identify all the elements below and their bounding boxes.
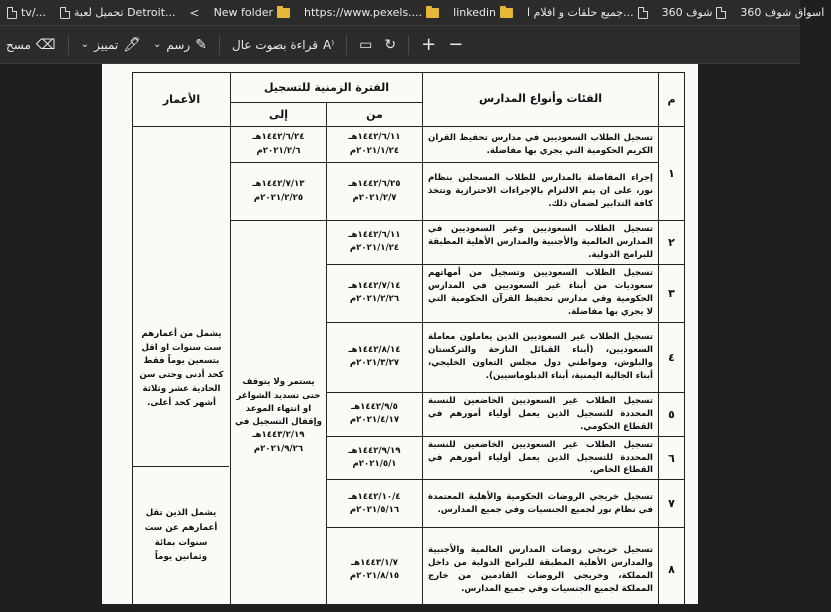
bookmark-markets[interactable]: اسواق شوف 360 bbox=[740, 6, 825, 19]
row-number: ٦ bbox=[659, 436, 685, 480]
row-number: ٥ bbox=[659, 392, 685, 436]
row-category: تسجيل خريجي الروضات الحكومية والأهلية المعتمدة في نظام نور لجميع الجنسيات وفي جميع المدارس. bbox=[423, 480, 659, 528]
toolbar-divider bbox=[408, 35, 409, 55]
pdf-page bbox=[102, 64, 698, 604]
bookmark-tv[interactable]: tv/... bbox=[0, 0, 53, 26]
document-viewport[interactable] bbox=[0, 64, 800, 600]
chevron-down-icon: ⌄ bbox=[80, 39, 90, 50]
row-number: ١ bbox=[659, 127, 685, 221]
row-number: ٣ bbox=[659, 264, 685, 322]
row-number: ٧ bbox=[659, 480, 685, 528]
row-from-date: ١٤٤٢/٩/٥هـ ٢٠٢١/٤/١٧م bbox=[327, 392, 423, 436]
bookmarks-bar bbox=[0, 0, 825, 26]
row-category: تسجيل الطلاب السعوديين في مدارس تحفيظ القران الكريم الحكومية التي يجري بها مفاضلة. bbox=[423, 127, 659, 163]
toolbar-divider bbox=[219, 35, 220, 55]
fit-page-icon: ▭ bbox=[359, 36, 373, 53]
minus-icon: − bbox=[448, 34, 464, 55]
highlight-dropdown[interactable]: ⌄ تمييز 🖊 bbox=[80, 36, 141, 53]
draw-dropdown[interactable]: ⌄ رسم ✎ bbox=[153, 36, 207, 53]
row-from-date: ١٤٤٢/٦/١١هـ ٢٠٢١/١/٢٤م bbox=[327, 127, 423, 163]
continuous-registration-note: يستمر ولا يتوقف حتى تسديد الشواغر او انتهاء الموعد وإقفال التسجيل في ١٤٤٣/٢/١٩هـ ٢٠٢١/٩/٢٦م bbox=[231, 221, 327, 612]
row-from-date: ١٤٤٢/٧/١٤هـ ٢٠٢١/٢/٢٦م bbox=[327, 264, 423, 322]
header-from: من bbox=[327, 103, 423, 127]
row-from-date: ١٤٤٢/٦/١١هـ ٢٠٢١/١/٢٤م bbox=[327, 221, 423, 265]
page-icon bbox=[638, 7, 648, 19]
chevron-down-icon: ⌄ bbox=[153, 39, 162, 50]
plus-icon: + bbox=[421, 34, 437, 55]
row-number: ٤ bbox=[659, 322, 685, 392]
table-row bbox=[133, 127, 685, 163]
eraser-icon: ⌫ bbox=[35, 36, 56, 53]
row-to-date: ١٤٤٢/٦/٢٤هـ ٢٠٢١/٢/٦م bbox=[231, 127, 327, 163]
page-icon bbox=[60, 7, 70, 19]
highlighter-icon: 🖊 bbox=[123, 36, 141, 53]
bookmark-new-folder[interactable]: New folder bbox=[207, 0, 297, 26]
row-number: ٨ bbox=[659, 528, 685, 612]
pen-icon: ✎ bbox=[195, 36, 207, 53]
ages-main: يشمل من أعمارهم ست سنوات او اقل بتسعين يوماً فقط كحد أدنى وحتى سن الحادية عشر وثلاثة أشهر كحد أعلى. bbox=[133, 127, 231, 612]
zoom-out-button[interactable] bbox=[442, 26, 469, 64]
row-category: تسجيل الطلاب غير السعوديين الخاضعين للنسبة المحددة للتسجيل الذين يعمل أولياء أمورهم في القطاع الخاص. bbox=[423, 436, 659, 480]
bookmark-detroit[interactable]: تحميل لعبة Detroit... bbox=[53, 0, 182, 26]
row-category: إجراء المفاضلة بالمدارس للطلاب المسجلين بنظام نور، على ان يتم الالتزام بالإجراءات الاحترازية وتتخذ كافة التدابير لضمان ذلك. bbox=[423, 163, 659, 221]
toolbar-divider bbox=[346, 35, 347, 55]
row-from-date: ١٤٤٢/٩/١٩هـ ٢٠٢١/٥/١م bbox=[327, 436, 423, 480]
bookmark-chevron[interactable] bbox=[183, 0, 207, 26]
folder-icon bbox=[277, 8, 290, 18]
bookmark-pexels[interactable]: https://www.pexels.... bbox=[297, 0, 446, 26]
row-from-date: ١٤٤٢/١٠/٤هـ ٢٠٢١/٥/١٦م bbox=[327, 480, 423, 528]
bookmark-shof360[interactable]: شوف 360 bbox=[655, 0, 734, 26]
rotate-button[interactable] bbox=[378, 26, 402, 64]
row-from-date: ١٤٤٣/١/٧هـ ٢٠٢١/٨/١٥م bbox=[327, 528, 423, 612]
page-icon bbox=[716, 7, 726, 19]
bookmark-episodes[interactable]: جميع حلقات و افلام ا... bbox=[520, 0, 655, 26]
row-from-date: ١٤٤٢/٦/٢٥هـ ٢٠٢١/٢/٧م bbox=[327, 163, 423, 221]
page-icon bbox=[7, 7, 17, 19]
bookmark-linkedin[interactable]: linkedin bbox=[446, 0, 520, 26]
rotate-icon: ↻ bbox=[384, 36, 397, 53]
header-ages: الأعمار bbox=[133, 73, 231, 127]
row-category: تسجيل الطلاب غير السعوديين الذين يعاملون معاملة السعوديين، (أبناء القبائل النازحة والتركستان والبلوش، ومواطني دول مجلس التعاون الخليجي، أبناء الجالية اليمنية، أبناء الدبلوماسيين). bbox=[423, 322, 659, 392]
erase-button[interactable]: مسح ⌫ bbox=[6, 36, 56, 53]
header-categories: الفئات وأنواع المدارس bbox=[423, 73, 659, 127]
table-header-row bbox=[133, 73, 685, 103]
row-category: تسجيل الطلاب السعوديين وتسجيل من أمهاتهم سعوديات من أبناء غير السعوديين في المدارس الحكومية وفي مدارس تحفيظ القرآن الحكومية التي لا يجري بها مفاضلة. bbox=[423, 264, 659, 322]
folder-icon bbox=[426, 8, 439, 18]
row-category: تسجيل خريجي روضات المدارس العالمية والأجنبية والمدارس الأهلية المطبقة للبرامج الدولية من داخل المملكة، وخريجي الروضات القادمين من خارج المملكة لجميع الجنسيات وفي جميع المدارس. bbox=[423, 528, 659, 612]
row-from-date: ١٤٤٢/٨/١٤هـ ٢٠٢١/٣/٢٧م bbox=[327, 322, 423, 392]
row-category: تسجيل الطلاب السعوديين وغير السعوديين في المدارس العالمية والأجنبية والمدارس الأهلية المطبقة للبرامج الدولية. bbox=[423, 221, 659, 265]
toolbar-divider bbox=[68, 35, 69, 55]
pdf-toolbar bbox=[0, 26, 800, 64]
row-number: ٢ bbox=[659, 221, 685, 265]
chevron-icon: < bbox=[189, 5, 200, 20]
row-category: تسجيل الطلاب غير السعوديين الخاضعين للنسبة المحددة للتسجيل الذين يعمل أولياء أمورهم في القطاع الحكومي. bbox=[423, 392, 659, 436]
row-to-date: ١٤٤٢/٧/١٣هـ ٢٠٢١/٢/٢٥م bbox=[231, 163, 327, 221]
zoom-in-button[interactable] bbox=[415, 26, 442, 64]
fit-page-button[interactable] bbox=[353, 26, 378, 64]
folder-icon bbox=[500, 8, 513, 18]
read-aloud-button[interactable]: قراءة بصوت عال A⁾ bbox=[231, 37, 335, 52]
header-to: إلى bbox=[231, 103, 327, 127]
ages-kg: يشمل الذين تقل أعمارهم عن ست سنوات بمائة وثمانين يوماً bbox=[133, 466, 229, 604]
header-num: م bbox=[659, 73, 685, 127]
read-aloud-icon: A⁾ bbox=[323, 37, 335, 52]
header-period: الفترة الزمنية للتسجيل bbox=[231, 73, 423, 103]
